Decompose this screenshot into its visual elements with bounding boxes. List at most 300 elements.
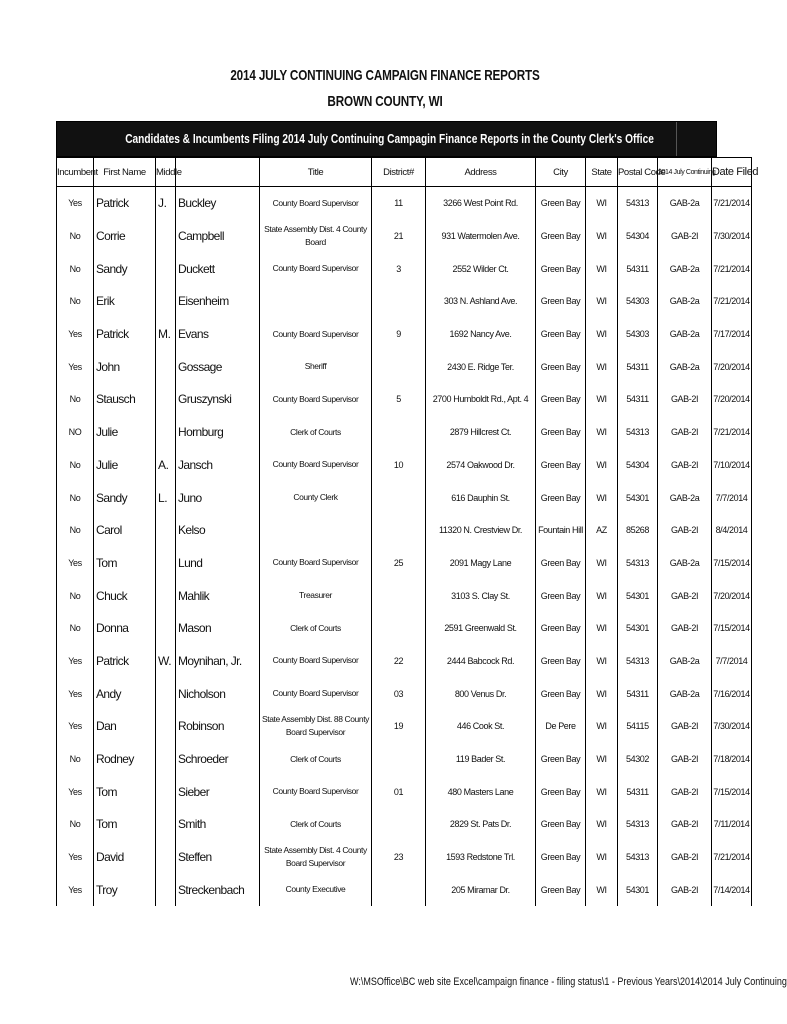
form-cell: GAB-2a [658, 645, 712, 678]
title-cell: County Board Supervisor [260, 775, 372, 808]
district-cell: 03 [372, 677, 426, 710]
header-incumbent: Incumbent [57, 158, 94, 187]
middle-initial-cell [156, 612, 176, 645]
district-cell [372, 743, 426, 776]
middle-initial-cell [156, 808, 176, 841]
address-cell: 2091 Magy Lane [426, 547, 536, 580]
middle-initial-cell [156, 285, 176, 318]
title-cell: State Assembly Dist. 88 County Board Supervisor [260, 710, 372, 743]
city-cell: Green Bay [536, 775, 586, 808]
title-cell: Clerk of Courts [260, 743, 372, 776]
address-cell: 2552 Wilder Ct. [426, 252, 536, 285]
city-cell: Green Bay [536, 808, 586, 841]
form-cell: GAB-2I [658, 873, 712, 906]
date-filed-cell: 8/4/2014 [712, 514, 752, 547]
postal-code-cell: 54311 [618, 677, 658, 710]
table-row [57, 612, 752, 645]
district-cell: 3 [372, 252, 426, 285]
address-cell: 11320 N. Crestview Dr. [426, 514, 536, 547]
state-cell: WI [586, 710, 618, 743]
district-cell [372, 873, 426, 906]
first-name-cell: Chuck [94, 579, 156, 612]
city-cell: Green Bay [536, 841, 586, 874]
first-name-cell: Rodney [94, 743, 156, 776]
address-cell: 3103 S. Clay St. [426, 579, 536, 612]
middle-initial-cell [156, 775, 176, 808]
header-title: Title [260, 158, 372, 187]
title-cell: State Assembly Dist. 4 County Board [260, 220, 372, 253]
city-cell: Green Bay [536, 416, 586, 449]
title-cell: County Board Supervisor [260, 252, 372, 285]
table-row [57, 710, 752, 743]
postal-code-cell: 54313 [618, 808, 658, 841]
district-cell [372, 514, 426, 547]
middle-initial-cell [156, 873, 176, 906]
district-cell [372, 808, 426, 841]
first-name-cell: Tom [94, 808, 156, 841]
city-cell: Fountain Hill [536, 514, 586, 547]
state-cell: AZ [586, 514, 618, 547]
state-cell: WI [586, 220, 618, 253]
title-cell: Sheriff [260, 350, 372, 383]
address-cell: 800 Venus Dr. [426, 677, 536, 710]
title-cell: County Board Supervisor [260, 677, 372, 710]
last-name-cell: Moynihan, Jr. [176, 645, 260, 678]
header-address: Address [426, 158, 536, 187]
state-cell: WI [586, 677, 618, 710]
district-cell: 19 [372, 710, 426, 743]
state-cell: WI [586, 808, 618, 841]
date-filed-cell: 7/7/2014 [712, 481, 752, 514]
incumbent-cell: Yes [57, 187, 94, 220]
incumbent-cell: Yes [57, 645, 94, 678]
state-cell: WI [586, 187, 618, 220]
incumbent-cell: Yes [57, 873, 94, 906]
middle-initial-cell [156, 579, 176, 612]
form-cell: GAB-2I [658, 449, 712, 482]
table-row [57, 547, 752, 580]
table-row [57, 808, 752, 841]
last-name-cell: Lund [176, 547, 260, 580]
form-cell: GAB-2I [658, 383, 712, 416]
state-cell: WI [586, 841, 618, 874]
first-name-cell: Tom [94, 775, 156, 808]
first-name-cell: Tom [94, 547, 156, 580]
state-cell: WI [586, 449, 618, 482]
form-cell: GAB-2I [658, 808, 712, 841]
date-filed-cell: 7/15/2014 [712, 547, 752, 580]
incumbent-cell: No [57, 449, 94, 482]
table-row [57, 841, 752, 874]
address-cell: 480 Masters Lane [426, 775, 536, 808]
address-cell: 3266 West Point Rd. [426, 187, 536, 220]
city-cell: Green Bay [536, 873, 586, 906]
header-continuing: 2014 July Continuing [658, 158, 712, 187]
middle-initial-cell: A. [156, 449, 176, 482]
date-filed-cell: 7/10/2014 [712, 449, 752, 482]
district-cell: 01 [372, 775, 426, 808]
district-cell: 23 [372, 841, 426, 874]
city-cell: Green Bay [536, 350, 586, 383]
header-date-filed: Date Filed [712, 158, 752, 187]
middle-initial-cell [156, 547, 176, 580]
date-filed-cell: 7/11/2014 [712, 808, 752, 841]
title-cell: County Board Supervisor [260, 449, 372, 482]
last-name-cell: Streckenbach [176, 873, 260, 906]
postal-code-cell: 54313 [618, 416, 658, 449]
district-cell: 21 [372, 220, 426, 253]
form-cell: GAB-2I [658, 841, 712, 874]
title-cell: County Board Supervisor [260, 187, 372, 220]
date-filed-cell: 7/21/2014 [712, 252, 752, 285]
incumbent-cell: No [57, 612, 94, 645]
first-name-cell: Erik [94, 285, 156, 318]
city-cell: De Pere [536, 710, 586, 743]
district-cell: 10 [372, 449, 426, 482]
header-state: State [586, 158, 618, 187]
form-cell: GAB-2I [658, 416, 712, 449]
table-row [57, 481, 752, 514]
last-name-cell: Eisenheim [176, 285, 260, 318]
middle-initial-cell [156, 677, 176, 710]
middle-initial-cell [156, 743, 176, 776]
incumbent-cell: Yes [57, 677, 94, 710]
incumbent-cell: Yes [57, 318, 94, 351]
city-cell: Green Bay [536, 612, 586, 645]
first-name-cell: Carol [94, 514, 156, 547]
table-row [57, 743, 752, 776]
district-cell [372, 481, 426, 514]
first-name-cell: Corrie [94, 220, 156, 253]
first-name-cell: David [94, 841, 156, 874]
incumbent-cell: No [57, 252, 94, 285]
title-cell: County Executive [260, 873, 372, 906]
address-cell: 2444 Babcock Rd. [426, 645, 536, 678]
table-row [57, 252, 752, 285]
title-cell: Clerk of Courts [260, 416, 372, 449]
form-cell: GAB-2I [658, 220, 712, 253]
form-cell: GAB-2a [658, 285, 712, 318]
city-cell: Green Bay [536, 547, 586, 580]
middle-initial-cell [156, 514, 176, 547]
form-cell: GAB-2a [658, 677, 712, 710]
postal-code-cell: 85268 [618, 514, 658, 547]
last-name-cell: Nicholson [176, 677, 260, 710]
incumbent-cell: No [57, 481, 94, 514]
last-name-cell: Hornburg [176, 416, 260, 449]
state-cell: WI [586, 481, 618, 514]
city-cell: Green Bay [536, 743, 586, 776]
title-cell: Clerk of Courts [260, 808, 372, 841]
table-row [57, 220, 752, 253]
first-name-cell: Patrick [94, 187, 156, 220]
first-name-cell: Julie [94, 416, 156, 449]
form-cell: GAB-2I [658, 579, 712, 612]
address-cell: 616 Dauphin St. [426, 481, 536, 514]
title-cell: County Board Supervisor [260, 318, 372, 351]
header-district: District# [372, 158, 426, 187]
postal-code-cell: 54304 [618, 220, 658, 253]
table-row [57, 285, 752, 318]
city-cell: Green Bay [536, 579, 586, 612]
postal-code-cell: 54313 [618, 187, 658, 220]
state-cell: WI [586, 612, 618, 645]
date-filed-cell: 7/20/2014 [712, 350, 752, 383]
incumbent-cell: No [57, 743, 94, 776]
first-name-cell: Sandy [94, 481, 156, 514]
postal-code-cell: 54311 [618, 775, 658, 808]
table-row [57, 677, 752, 710]
form-cell: GAB-2I [658, 612, 712, 645]
report-subtitle: BROWN COUNTY, WI [327, 93, 443, 110]
table-banner [56, 121, 717, 157]
table-row [57, 318, 752, 351]
district-cell [372, 350, 426, 383]
title-cell [260, 514, 372, 547]
address-cell: 931 Watermolen Ave. [426, 220, 536, 253]
last-name-cell: Juno [176, 481, 260, 514]
postal-code-cell: 54311 [618, 350, 658, 383]
form-cell: GAB-2a [658, 350, 712, 383]
table-row [57, 350, 752, 383]
state-cell: WI [586, 645, 618, 678]
postal-code-cell: 54311 [618, 252, 658, 285]
report-title: 2014 JULY CONTINUING CAMPAIGN FINANCE REPORTS [230, 67, 540, 84]
first-name-cell: John [94, 350, 156, 383]
header-postal-code: Postal Code [618, 158, 658, 187]
table-row [57, 187, 752, 220]
title-cell [260, 285, 372, 318]
form-cell: GAB-2a [658, 252, 712, 285]
title-cell: County Board Supervisor [260, 645, 372, 678]
incumbent-cell: No [57, 808, 94, 841]
city-cell: Green Bay [536, 383, 586, 416]
filings-table [56, 157, 759, 906]
state-cell: WI [586, 285, 618, 318]
date-filed-cell: 7/18/2014 [712, 743, 752, 776]
postal-code-cell: 54302 [618, 743, 658, 776]
title-cell: State Assembly Dist. 4 County Board Supervisor [260, 841, 372, 874]
address-cell: 2430 E. Ridge Ter. [426, 350, 536, 383]
address-cell: 2829 St. Pats Dr. [426, 808, 536, 841]
postal-code-cell: 54313 [618, 841, 658, 874]
first-name-cell: Sandy [94, 252, 156, 285]
first-name-cell: Patrick [94, 318, 156, 351]
city-cell: Green Bay [536, 318, 586, 351]
state-cell: WI [586, 743, 618, 776]
postal-code-cell: 54313 [618, 547, 658, 580]
state-cell: WI [586, 579, 618, 612]
city-cell: Green Bay [536, 285, 586, 318]
postal-code-cell: 54303 [618, 285, 658, 318]
state-cell: WI [586, 775, 618, 808]
form-cell: GAB-2I [658, 743, 712, 776]
incumbent-cell: Yes [57, 547, 94, 580]
date-filed-cell: 7/17/2014 [712, 318, 752, 351]
date-filed-cell: 7/21/2014 [712, 285, 752, 318]
table-row [57, 873, 752, 906]
last-name-cell: Buckley [176, 187, 260, 220]
title-cell: County Board Supervisor [260, 383, 372, 416]
last-name-cell: Evans [176, 318, 260, 351]
address-cell: 303 N. Ashland Ave. [426, 285, 536, 318]
title-cell: County Clerk [260, 481, 372, 514]
last-name-cell: Campbell [176, 220, 260, 253]
last-name-cell: Mason [176, 612, 260, 645]
date-filed-cell: 7/30/2014 [712, 710, 752, 743]
district-cell [372, 285, 426, 318]
address-cell: 446 Cook St. [426, 710, 536, 743]
address-cell: 2700 Humboldt Rd., Apt. 4 [426, 383, 536, 416]
last-name-cell: Jansch [176, 449, 260, 482]
incumbent-cell: NO [57, 416, 94, 449]
middle-initial-cell: M. [156, 318, 176, 351]
district-cell: 9 [372, 318, 426, 351]
middle-initial-cell [156, 350, 176, 383]
table-row [57, 449, 752, 482]
table-row [57, 514, 752, 547]
district-cell: 5 [372, 383, 426, 416]
postal-code-cell: 54301 [618, 873, 658, 906]
header-city: City [536, 158, 586, 187]
last-name-cell: Duckett [176, 252, 260, 285]
last-name-cell: Smith [176, 808, 260, 841]
incumbent-cell: Yes [57, 710, 94, 743]
title-cell: Treasurer [260, 579, 372, 612]
postal-code-cell: 54301 [618, 612, 658, 645]
last-name-cell: Sieber [176, 775, 260, 808]
address-cell: 2574 Oakwood Dr. [426, 449, 536, 482]
last-name-cell: Steffen [176, 841, 260, 874]
first-name-cell: Stausch [94, 383, 156, 416]
date-filed-cell: 7/21/2014 [712, 841, 752, 874]
form-cell: GAB-2I [658, 514, 712, 547]
district-cell [372, 612, 426, 645]
table-row [57, 579, 752, 612]
state-cell: WI [586, 350, 618, 383]
form-cell: GAB-2a [658, 481, 712, 514]
middle-initial-cell [156, 383, 176, 416]
first-name-cell: Donna [94, 612, 156, 645]
postal-code-cell: 54311 [618, 383, 658, 416]
last-name-cell: Robinson [176, 710, 260, 743]
city-cell: Green Bay [536, 677, 586, 710]
middle-initial-cell: L. [156, 481, 176, 514]
middle-initial-cell [156, 416, 176, 449]
city-cell: Green Bay [536, 252, 586, 285]
table-row [57, 383, 752, 416]
form-cell: GAB-2I [658, 775, 712, 808]
first-name-cell: Julie [94, 449, 156, 482]
state-cell: WI [586, 318, 618, 351]
form-cell: GAB-2a [658, 318, 712, 351]
title-cell: Clerk of Courts [260, 612, 372, 645]
city-cell: Green Bay [536, 187, 586, 220]
date-filed-cell: 7/14/2014 [712, 873, 752, 906]
last-name-cell: Gruszynski [176, 383, 260, 416]
form-cell: GAB-2a [658, 547, 712, 580]
date-filed-cell: 7/30/2014 [712, 220, 752, 253]
postal-code-cell: 54115 [618, 710, 658, 743]
header-first-name: First Name [94, 158, 156, 187]
table-row [57, 775, 752, 808]
date-filed-cell: 7/15/2014 [712, 775, 752, 808]
first-name-cell: Andy [94, 677, 156, 710]
middle-initial-cell [156, 841, 176, 874]
middle-initial-cell [156, 710, 176, 743]
date-filed-cell: 7/7/2014 [712, 645, 752, 678]
title-cell: County Board Supervisor [260, 547, 372, 580]
district-cell: 22 [372, 645, 426, 678]
last-name-cell: Mahlik [176, 579, 260, 612]
address-cell: 1593 Redstone Trl. [426, 841, 536, 874]
state-cell: WI [586, 416, 618, 449]
state-cell: WI [586, 383, 618, 416]
first-name-cell: Troy [94, 873, 156, 906]
incumbent-cell: No [57, 383, 94, 416]
file-path-footer: W:\MSOffice\BC web site Excel\campaign finance - filing status\1 - Previous Years\2014\2014 July Continuing [350, 976, 787, 988]
state-cell: WI [586, 873, 618, 906]
district-cell [372, 579, 426, 612]
date-filed-cell: 7/20/2014 [712, 579, 752, 612]
state-cell: WI [586, 252, 618, 285]
date-filed-cell: 7/21/2014 [712, 416, 752, 449]
date-filed-cell: 7/15/2014 [712, 612, 752, 645]
incumbent-cell: No [57, 285, 94, 318]
header-last-name [176, 158, 260, 187]
form-cell: GAB-2a [658, 187, 712, 220]
postal-code-cell: 54301 [618, 579, 658, 612]
middle-initial-cell: W. [156, 645, 176, 678]
table-row [57, 416, 752, 449]
form-cell: GAB-2I [658, 710, 712, 743]
table-row [57, 645, 752, 678]
incumbent-cell: Yes [57, 841, 94, 874]
last-name-cell: Kelso [176, 514, 260, 547]
incumbent-cell: No [57, 220, 94, 253]
header-middle: Middle [156, 158, 176, 187]
city-cell: Green Bay [536, 220, 586, 253]
district-cell: 11 [372, 187, 426, 220]
banner-text: Candidates & Incumbents Filing 2014 July Continuing Campagin Finance Reports in the County Clerk's Office [125, 131, 654, 146]
state-cell: WI [586, 547, 618, 580]
banner-empty-cell [676, 122, 717, 156]
incumbent-cell: Yes [57, 350, 94, 383]
address-cell: 1692 Nancy Ave. [426, 318, 536, 351]
incumbent-cell: Yes [57, 775, 94, 808]
date-filed-cell: 7/20/2014 [712, 383, 752, 416]
postal-code-cell: 54313 [618, 645, 658, 678]
district-cell: 25 [372, 547, 426, 580]
date-filed-cell: 7/21/2014 [712, 187, 752, 220]
middle-initial-cell [156, 252, 176, 285]
incumbent-cell: No [57, 514, 94, 547]
postal-code-cell: 54304 [618, 449, 658, 482]
district-cell [372, 416, 426, 449]
address-cell: 2879 Hillcrest Ct. [426, 416, 536, 449]
first-name-cell: Dan [94, 710, 156, 743]
date-filed-cell: 7/16/2014 [712, 677, 752, 710]
city-cell: Green Bay [536, 481, 586, 514]
last-name-cell: Gossage [176, 350, 260, 383]
middle-initial-cell: J. [156, 187, 176, 220]
middle-initial-cell [156, 220, 176, 253]
first-name-cell: Patrick [94, 645, 156, 678]
address-cell: 119 Bader St. [426, 743, 536, 776]
address-cell: 2591 Greenwald St. [426, 612, 536, 645]
address-cell: 205 Miramar Dr. [426, 873, 536, 906]
city-cell: Green Bay [536, 449, 586, 482]
